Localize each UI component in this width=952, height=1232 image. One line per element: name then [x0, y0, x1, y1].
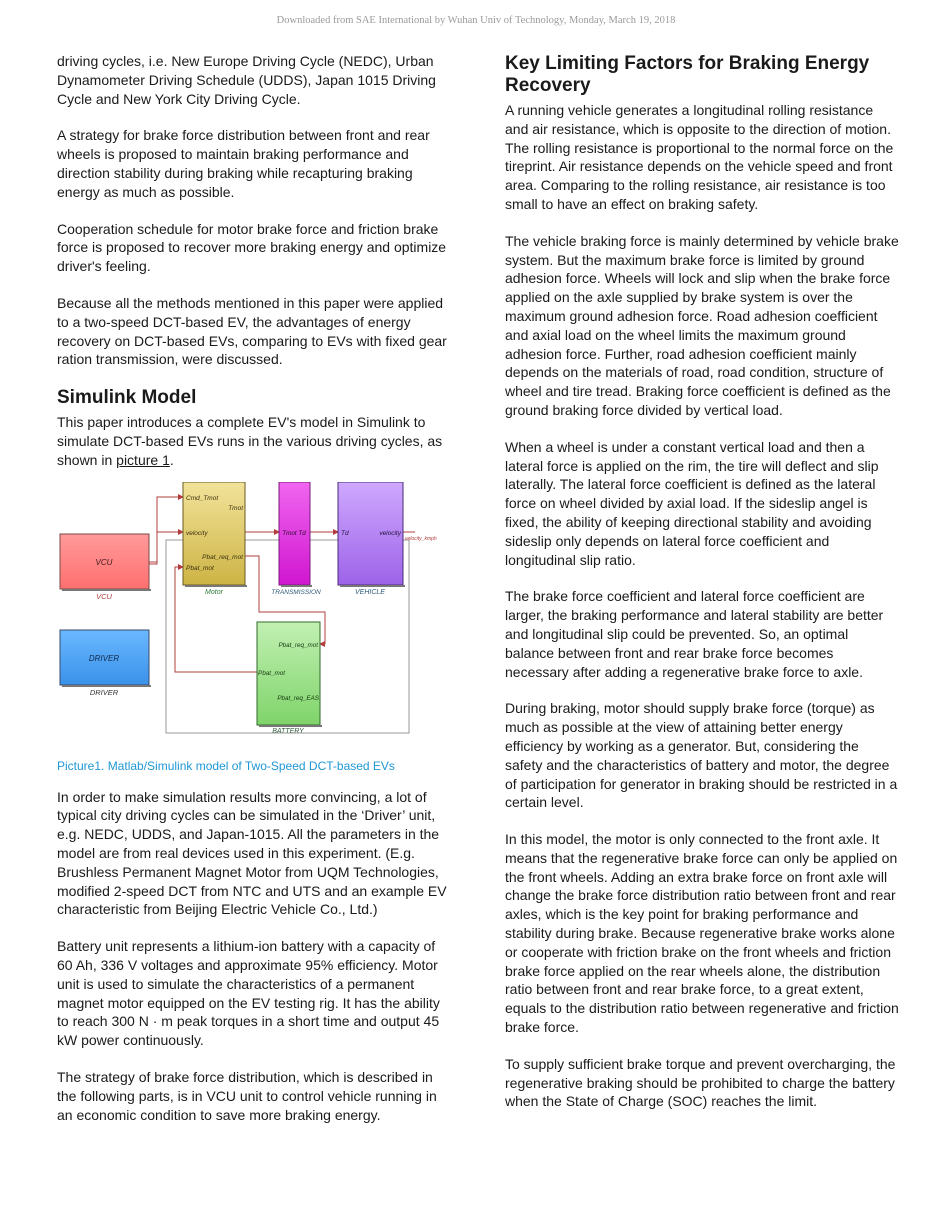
paragraph-end: . [169, 451, 174, 468]
section-heading-key-limiting-factors: Key Limiting Factors for Braking Energy Recovery [505, 53, 870, 96]
motor-port-tmot: Tmot [228, 504, 243, 512]
right-paragraph-1: A running vehicle generates a longitudinal rolling resistance and air resistance, which is opposite to the direction of motion. The rolling resistance is proportional to the normal force on the tireprint. Air resistance depends on the vehicle speed and front area. Comparing to the rolling resistance, air resistance is too small to have an effect on braking safety. [505, 102, 894, 212]
vehicle-port-velocity: velocity [379, 529, 401, 537]
left-column [57, 52, 452, 1142]
left-paragraph-7: Battery unit represents a lithium-ion battery with a capacity of 60 Ah, 336 V voltages and approximate 95% efficiency. Motor unit is used to simulate the characteristics of a permanent magnet motor equipped on the EV testing rig. It has the ability to reach 300 N · m peak torques in a short time and output 45 kW power continuously. [57, 938, 440, 1049]
driver-block-text: DRIVER [88, 653, 120, 663]
vcu-label: VCU [96, 591, 112, 601]
transmission-shadow [281, 585, 312, 587]
motor-port-pbat-req: Pbat_req_mot [202, 553, 243, 561]
battery-port-eas: Pbat_req_EAS [277, 694, 319, 702]
right-paragraph-7: To supply sufficient brake torque and prevent overcharging, the regenerative braking should be prohibited to charge the battery when the State of Charge (SOC) reaches the limit. [505, 1055, 896, 1110]
vehicle-label: VEHICLE [355, 588, 385, 596]
left-paragraph-3: Cooperation schedule for motor brake force and friction brake force is proposed to recover more braking energy and optimize driver's feeling. [57, 220, 447, 275]
driver-label: DRIVER [89, 687, 119, 697]
picture-1-link[interactable]: picture 1 [116, 451, 170, 468]
right-column [505, 52, 900, 1129]
left-paragraph-8: The strategy of brake force distribution, which is described in the following parts, is in VCU unit to control vehicle running in an economic condition to save more braking energy. [57, 1068, 437, 1123]
battery-port-pbat: Pbat_mot [258, 669, 285, 677]
paragraph-text: This paper introduces a complete EV's model in Simulink to simulate DCT-based EVs runs in the various driving cycles, as shown in [57, 414, 443, 468]
transmission-ports: Tmot Td [282, 529, 306, 537]
right-paragraph-6: In this model, the motor is only connected to the front axle. It means that the regenerative brake force can only be applied on the front wheels. Adding an extra brake force on front axle will change the brake force distribution ratio between front and rear axles, which is the key point for braking performance and stability during brake. Because regenerative brake works alone or cooperate with friction brake on the front wheels and friction brake force applied on the rear wheels alone, the distribution ratio between front and rear brake force, to a great extent, equals to the distribution ratio between regenerative and friction brake force. [505, 831, 899, 1036]
right-paragraph-4: The brake force coefficient and lateral force coefficient are larger, the braking performance and lateral stability are better and longitudinal slip could be prevented. So, an optimal balance between front and rear brake force becomes necessary after adding a regenerative brake force to axle. [505, 588, 884, 680]
vcu-shadow [62, 589, 151, 591]
left-paragraph-4: Because all the methods mentioned in this paper were applied to a two-speed DCT-based EV, the advantages of energy recovery on DCT-based EVs, comparing to EVs with fixed gear ration transmission, were discussed. [57, 294, 447, 368]
figure-caption: Picture1. Matlab/Simulink model of Two-Speed DCT-based EVs [57, 758, 395, 773]
battery-port-req: Pbat_req_mot [278, 641, 318, 649]
right-paragraph-3: When a wheel is under a constant vertical load and then a lateral force is applied on the rim, the tire will deflect and slip laterally. The lateral force coefficient is defined as the lateral force on wheel divided by axial load. If the sideslip angel is fixed, the ability of keeping directional stability and avoiding sideslip only depends on lateral force coefficient and longitudinal slip ratio. [505, 438, 879, 568]
battery-shadow [259, 725, 322, 727]
section-heading-simulink-model: Simulink Model [57, 387, 197, 409]
right-paragraph-5: During braking, motor should supply brake force (torque) as much as possible at the view of attaining better energy efficiency by working as a generator. But, considering the safety and the characteristics of battery and motor, the degree of participation for generator in braking should be restricted in a certain level. [505, 700, 898, 811]
motor-shadow [185, 585, 247, 587]
simulink-diagram [57, 482, 452, 750]
right-paragraph-2: The vehicle braking force is mainly determined by vehicle brake system. But the maximum brake force is limited by ground adhesion force. Wheels will lock and slip when the brake force applied on the axle supplied by brake system is over the maximum ground adhesion force. Road adhesion coefficient and axial load on the wheel limits the maximum ground adhesion force. Further, road adhesion coefficient mainly depends on the materials of road, road condition, structure of wheel and tire tread. Braking force coefficient is defined as the ground braking force divided by vertical load. [505, 232, 899, 418]
motor-port-pbat: Pbat_mot [186, 564, 214, 572]
left-paragraph-5 [57, 413, 452, 469]
motor-label: Motor [205, 588, 223, 596]
vehicle-port-td: Td [341, 529, 349, 537]
vehicle-output-label: velocity_kmph [405, 535, 437, 542]
driver-shadow [62, 685, 151, 687]
vehicle-shadow [340, 585, 405, 587]
motor-port-velocity: velocity [186, 529, 208, 537]
vcu-block-text: VCU [95, 557, 113, 567]
left-paragraph-6: In order to make simulation results more convincing, a lot of typical city driving cycles can be simulated in the ‘Driver’ unit, e.g. NEDC, UDDS, and Japan-1015. All the parameters in the model are from real devices used in this experiment. (E.g. Brushless Permanent Magnet Motor from UQM Technologies, modified 2-speed DCT from NTC and UTS and an example EV characteristic from Beijing Electric Vehicle Co., Ltd.) [57, 788, 447, 918]
battery-label: BATTERY [272, 727, 304, 735]
download-watermark: Downloaded from SAE International by Wuhan Univ of Technology, Monday, March 19, 2018 [276, 15, 676, 26]
simulink-diagram-svg [57, 482, 452, 750]
motor-port-cmd: Cmd_Tmot [186, 494, 219, 502]
left-paragraph-1: driving cycles, i.e. New Europe Driving Cycle (NEDC), Urban Dynamometer Driving Schedule (UDDS), Japan 1015 Driving Cycle and New York City Driving Cycle. [57, 53, 436, 107]
left-paragraph-2: A strategy for brake force distribution between front and rear wheels is proposed to maintain braking performance and direction stability during braking while recapturing braking energy as much as possible. [57, 127, 430, 200]
transmission-label: TRANSMISSION [271, 588, 321, 596]
